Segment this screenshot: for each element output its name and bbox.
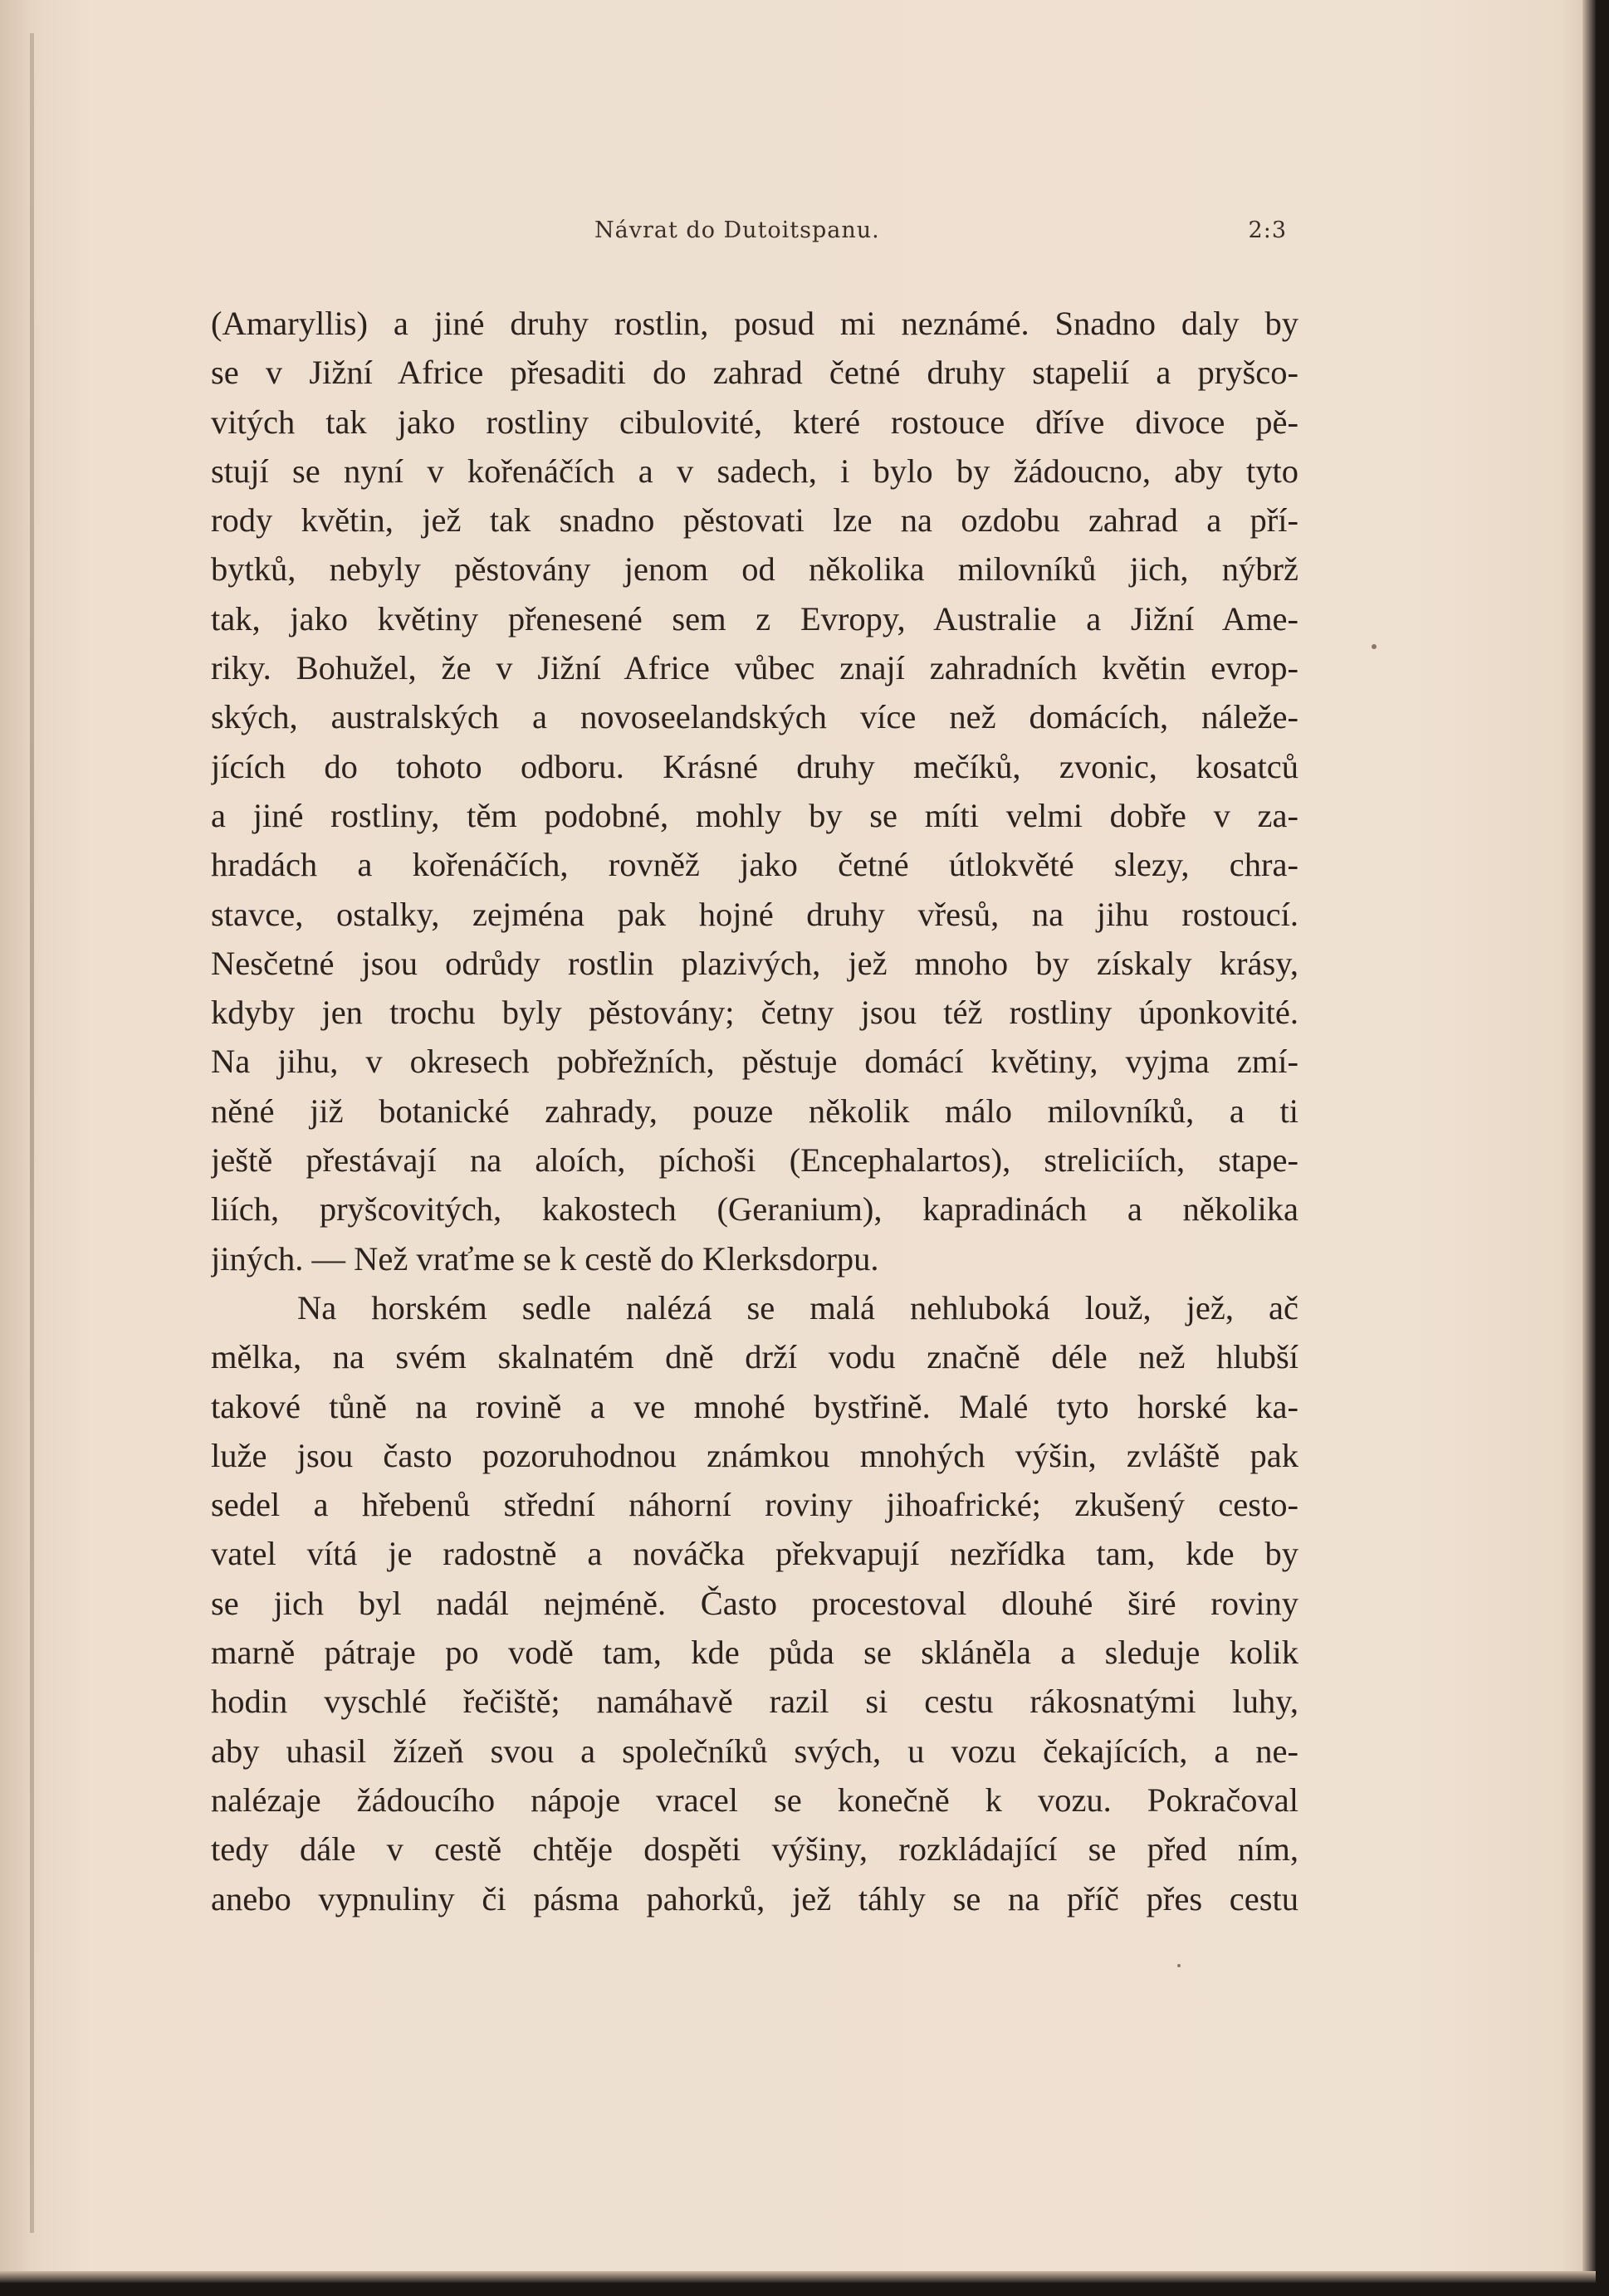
- text-line: stavce, ostalky, zejména pak hojné druhy vřesů, na jihu rostoucí.: [211, 895, 1298, 933]
- text-line: rody květin, jež tak snadno pěstovati lze na ozdobu zahrad a pří-: [211, 501, 1298, 540]
- text-line: aby uhasil žízeň svou a společníků svých, u vozu čekajících, a ne-: [211, 1732, 1298, 1770]
- text-line: stují se nyní v kořenáčích a v sadech, i bylo by žádoucno, aby tyto: [211, 452, 1298, 490]
- paper-speck: [1177, 1964, 1181, 1967]
- page-edge-right: [1582, 0, 1596, 2283]
- text-line: jiných. — Než vraťme se k cestě do Klerksdorpu.: [211, 1239, 879, 1277]
- text-line: něné již botanické zahrady, pouze několik málo milovníků, a ti: [211, 1092, 1298, 1130]
- text-line: bytků, nebyly pěstovány jenom od několika milovníků jich, nýbrž: [211, 550, 1298, 589]
- body-text: [211, 299, 1298, 1923]
- text-line: mělka, na svém skalnatém dně drží vodu značně déle než hlubší: [211, 1338, 1298, 1376]
- text-line: sedel a hřebenů střední náhorní roviny jihoafrické; zkušený cesto-: [211, 1486, 1298, 1524]
- running-title: Návrat do Dutoitspanu.: [594, 217, 880, 243]
- paper-speck: [1372, 644, 1377, 649]
- text-line: (Amaryllis) a jiné druhy rostlin, posud mi neznámé. Snadno daly by: [211, 305, 1298, 342]
- text-line: nalézaje žádoucího nápoje vracel se konečně k vozu. Pokračoval: [211, 1781, 1298, 1819]
- text-line: vitých tak jako rostliny cibulovité, které rostouce dříve divoce pě-: [211, 403, 1298, 441]
- text-line: riky. Bohužel, že v Jižní Africe vůbec znají zahradních květin evrop-: [211, 649, 1298, 687]
- text-line: luže jsou často pozoruhodnou známkou mnohých výšin, zvláště pak: [211, 1436, 1298, 1474]
- text-line: hradách a kořenáčích, rovněž jako četné útlokvěté slezy, chra-: [211, 846, 1298, 884]
- text-line: ještě přestávají na aloích, píchoši (Encephalartos), streliciích, stape-: [211, 1141, 1298, 1180]
- text-line: tedy dále v cestě chtěje dospěti výšiny, rozkládající se před ním,: [211, 1830, 1298, 1869]
- text-line: takové tůně na rovině a ve mnohé bystřině. Malé tyto horské ka-: [211, 1387, 1298, 1425]
- text-line: Nesčetné jsou odrůdy rostlin plazivých, jež mnoho by získaly krásy,: [211, 944, 1298, 982]
- text-line: vatel vítá je radostně a nováčka překvapují nezřídka tam, kde by: [211, 1535, 1298, 1573]
- text-line: tak, jako květiny přenesené sem z Evropy, Australie a Jižní Ame-: [211, 599, 1298, 638]
- text-line: kdyby jen trochu byly pěstovány; četny jsou též rostliny úponkovité.: [211, 994, 1298, 1032]
- text-line: jících do tohoto odboru. Krásné druhy mečíků, zvonic, kosatců: [211, 747, 1298, 785]
- text-line: hodin vyschlé řečiště; namáhavě razil si cestu rákosnatými luhy,: [211, 1683, 1298, 1721]
- text-line: se jich byl nadál nejméně. Často procestoval dlouhé širé roviny: [211, 1584, 1298, 1622]
- running-header: [208, 217, 1287, 251]
- text-line: marně pátraje po vodě tam, kde půda se skláněla a sleduje kolik: [211, 1634, 1298, 1672]
- page-number: 2:3: [1248, 217, 1287, 243]
- text-line: ských, australských a novoseelandských více než domácích, náleže-: [211, 698, 1298, 736]
- text-line: liích, pryšcovitých, kakostech (Geranium), kapradinách a několika: [211, 1190, 1298, 1229]
- text-line: Na jihu, v okresech pobřežních, pěstuje domácí květiny, vyjma zmí-: [211, 1043, 1298, 1081]
- page-edge-bottom: [0, 2271, 1596, 2283]
- text-line: Na horském sedle nalézá se malá nehluboká louž, jež, ač: [297, 1288, 1298, 1326]
- text-line: anebo vypnuliny či pásma pahorků, jež táhly se na příč přes cestu: [211, 1879, 1298, 1917]
- text-line: a jiné rostliny, těm podobné, mohly by se míti velmi dobře v za-: [211, 796, 1298, 834]
- binding-shadow: [30, 33, 34, 2233]
- text-line: se v Jižní Africe přesaditi do zahrad četné druhy stapelií a pryšco-: [211, 354, 1298, 392]
